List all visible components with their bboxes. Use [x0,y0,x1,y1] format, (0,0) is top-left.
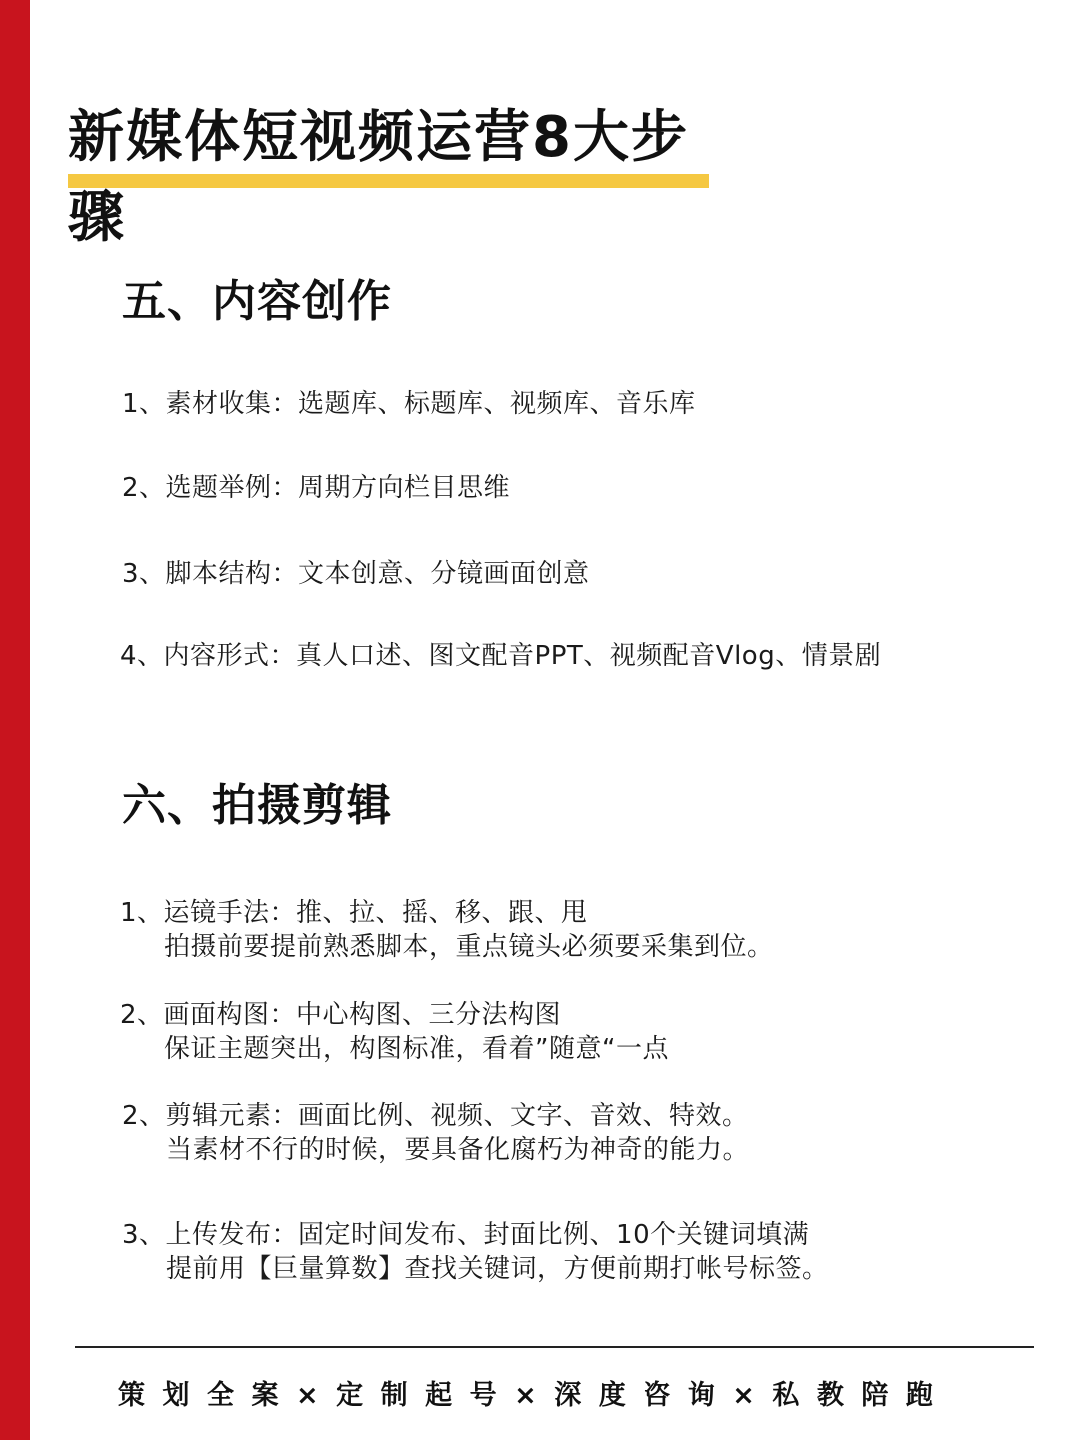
list-item-detail: 提前用【巨量算数】查找关键词，方便前期打帐号标签。 [166,1254,829,1284]
list-item: 2、选题举例：周期方向栏目思维 [122,473,511,503]
footer-tagline: 策划全案×定制起号×深度咨询×私教陪跑 [118,1380,951,1411]
list-item: 2、画面构图：中心构图、三分法构图 [120,1000,562,1030]
list-item: 3、上传发布：固定时间发布、封面比例、10个关键词填满 [122,1220,810,1250]
list-item-detail: 拍摄前要提前熟悉脚本，重点镜头必须要采集到位。 [164,932,774,962]
list-item-detail: 当素材不行的时候，要具备化腐朽为神奇的能力。 [166,1135,750,1165]
section-heading-shooting-editing: 六、拍摄剪辑 [122,780,392,831]
list-item-detail: 保证主题突出，构图标准，看着”随意“一点 [164,1034,669,1064]
section-heading-content-creation: 五、内容创作 [122,276,392,327]
list-item: 3、脚本结构：文本创意、分镜画面创意 [122,559,590,589]
title-block [68,98,728,258]
footer-divider [75,1346,1034,1348]
page-title: 新媒体短视频运营8大步骤 [68,105,689,250]
list-item: 2、剪辑元素：画面比例、视频、文字、音效、特效。 [122,1101,749,1131]
list-item: 1、运镜手法：推、拉、摇、移、跟、甩 [120,898,588,928]
left-accent-bar [0,0,30,1440]
list-item: 1、素材收集：选题库、标题库、视频库、音乐库 [122,389,696,419]
list-item: 4、内容形式：真人口述、图文配音PPT、视频配音Vlog、情景剧 [120,641,882,671]
